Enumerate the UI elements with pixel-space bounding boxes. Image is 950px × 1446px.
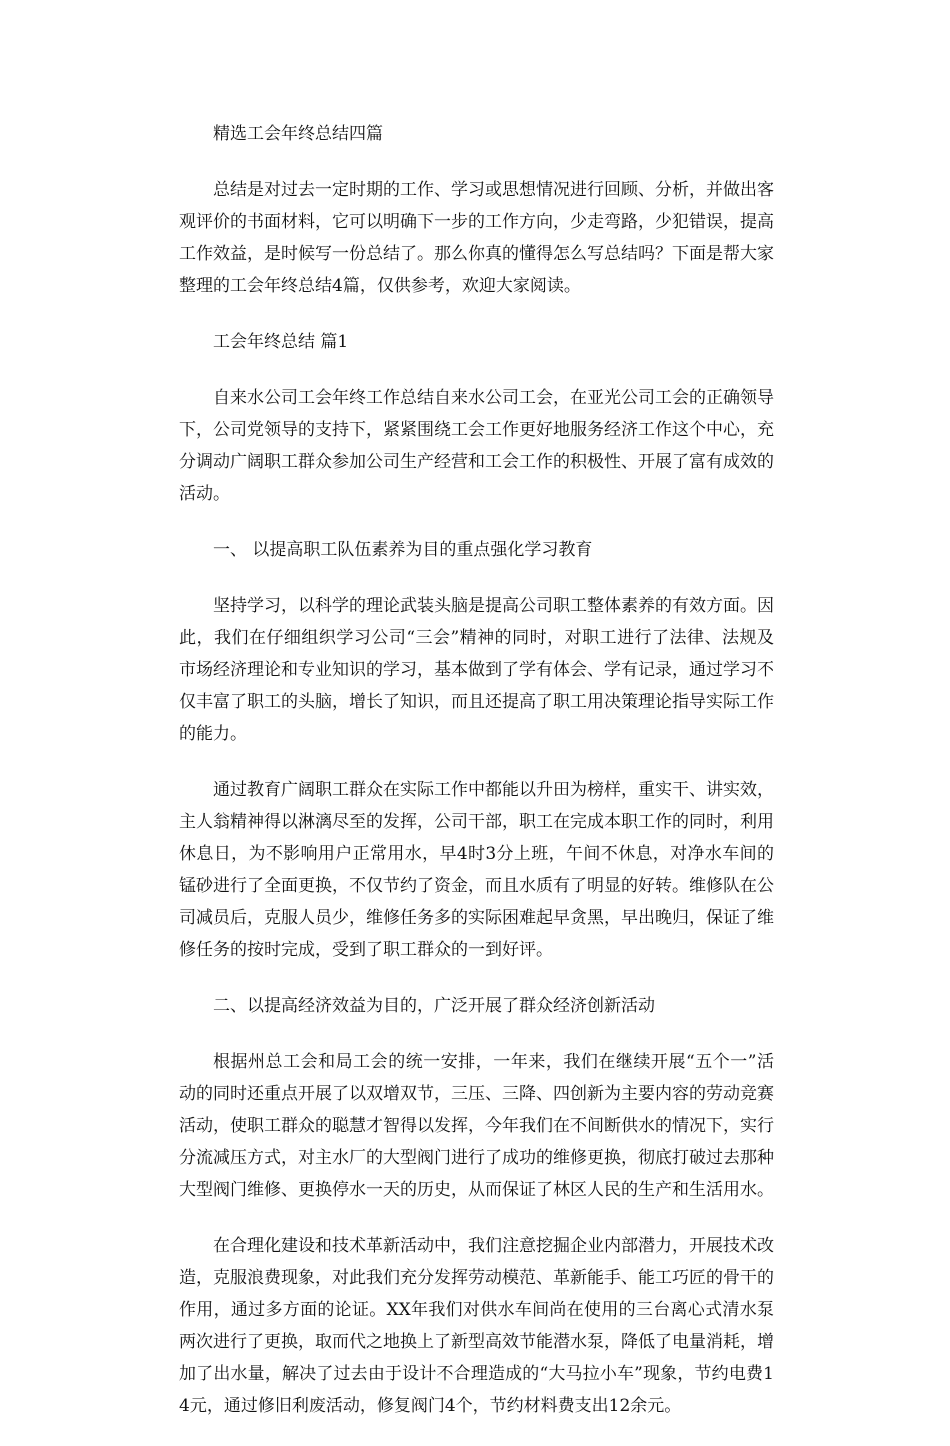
body-paragraph: 通过教育广阔职工群众在实际工作中都能以升田为榜样，重实干、讲实效，主人翁精神得以淋漓尽至的发挥，公司干部，职工在完成本职工作的同时，利用休息日，为不影响用户正常用水，早4时3分上班，午间不休息，对净水车间的锰砂进行了全面更换，不仅节约了资金，而且水质有了明显的好转。维修队在公司减员后，克服人员少，维修任务多的实际困难起早贪黑，早出晚归，保证了维修任务的按时完成，受到了职工群众的一到好评。 <box>179 780 774 960</box>
body-paragraph: 根据州总工会和局工会的统一安排，一年来，我们在继续开展“五个一”活动的同时还重点开展了以双增双节，三压、三降、四创新为主要内容的劳动竞赛活动，使职工群众的聪慧才智得以发挥，今年我们在不间断供水的情况下，实行分流减压方式，对主水厂的大型阀门进行了成功的维修更换，彻底打破过去那种大型阀门维修、更换停水一天的历史，从而保证了林区人民的生产和生活用水。 <box>179 1052 774 1200</box>
intro-paragraph: 总结是对过去一定时期的工作、学习或思想情况进行回顾、分析，并做出客观评价的书面材料，它可以明确下一步的工作方向，少走弯路，少犯错误，提高工作效益，是时候写一份总结了。那么你真的懂得怎么写总结吗？下面是帮大家整理的工会年终总结4篇，仅供参考，欢迎大家阅读。 <box>179 180 774 296</box>
document-title: 精选工会年终总结四篇 <box>213 124 383 144</box>
body-paragraph: 自来水公司工会年终工作总结自来水公司工会，在亚光公司工会的正确领导下，公司党领导的支持下，紧紧围绕工会工作更好地服务经济工作这个中心，充分调动广阔职工群众参加公司生产经营和工会工作的积极性、开展了富有成效的活动。 <box>179 388 774 504</box>
subsection-heading-2: 二、以提高经济效益为目的，广泛开展了群众经济创新活动 <box>213 996 655 1016</box>
subsection-heading-1: 一、 以提高职工队伍素养为目的重点强化学习教育 <box>213 540 593 560</box>
document-body <box>179 118 774 1446</box>
body-paragraph: 坚持学习，以科学的理论武装头脑是提高公司职工整体素养的有效方面。因此，我们在仔细组织学习公司“三会”精神的同时，对职工进行了法律、法规及市场经济理论和专业知识的学习，基本做到了学有体会、学有记录，通过学习不仅丰富了职工的头脑，增长了知识，而且还提高了职工用决策理论指导实际工作的能力。 <box>179 596 774 744</box>
body-paragraph: 在合理化建设和技术革新活动中，我们注意挖掘企业内部潜力，开展技术改造，克服浪费现象，对此我们充分发挥劳动模范、革新能手、能工巧匠的骨干的作用，通过多方面的论证。XX年我们对供水车间尚在使用的三台离心式清水泵两次进行了更换，取而代之地换上了新型高效节能潜水泵，降低了电量消耗，增加了出水量，解决了过去由于设计不合理造成的“大马拉小车”现象，节约电费14元，通过修旧利废活动，修复阀门4个，节约材料费支出12余元。 <box>179 1236 774 1416</box>
section-heading-part1: 工会年终总结 篇1 <box>213 332 349 352</box>
